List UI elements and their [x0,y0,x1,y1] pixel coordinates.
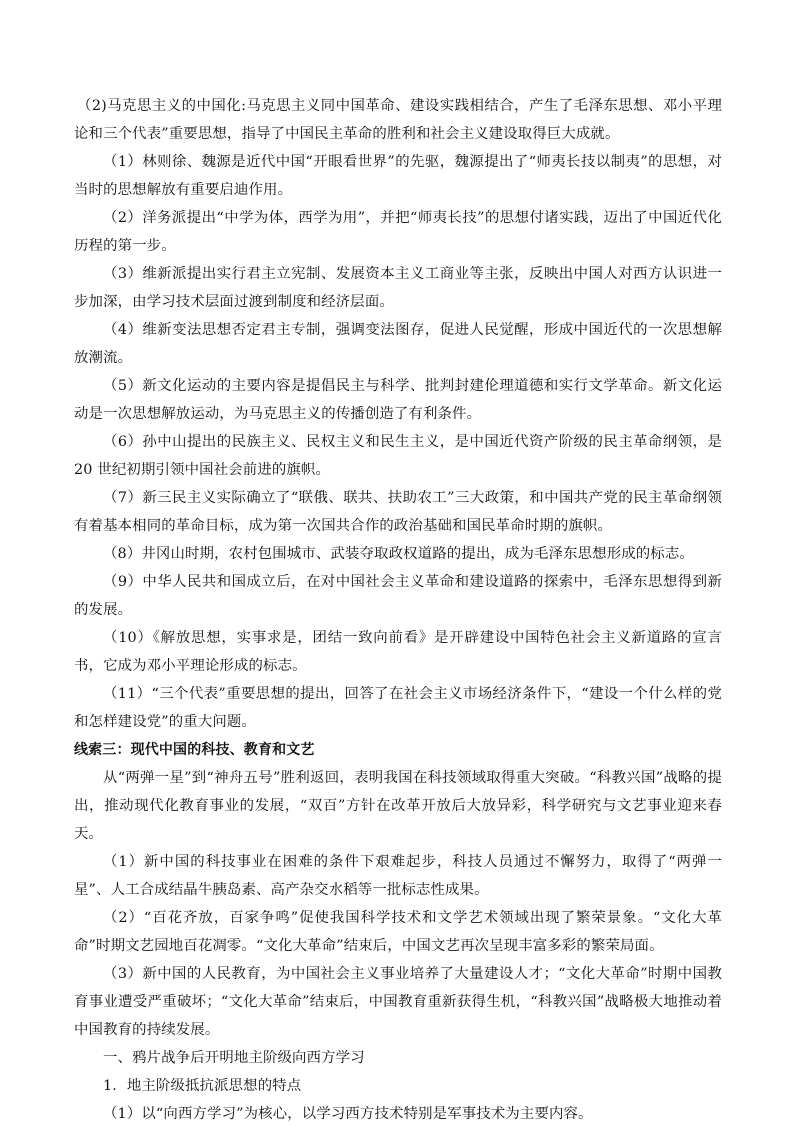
clue2-item-10: （10）《解放思想，实事求是，团结一致向前看》是开辟建设中国特色社会主义新道路的宣言书，它成为邓小平理论形成的标志。 [74,630,722,674]
clue3-heading: 线索三：现代中国的科技、教育和文艺 [74,742,315,758]
clue2-item-11: （11）“三个代表”重要思想的提出，回答了在社会主义市场经济条件下，“建设一个什么样的党和怎样建设党”的重大问题。 [74,686,722,730]
section1-subtitle: 1．地主阶级抵抗派思想的特点 [103,1078,302,1094]
section1-title: 一、鸦片战争后开明地主阶级向西方学习 [103,1050,365,1066]
clue3-item-2: （2）“百花齐放，百家争鸣”促使我国科学技术和文学艺术领域出现了繁荣景象。“文化大革命”时期文艺园地百花凋零。“文化大革命”结束后，中国文艺再次呈现丰富多彩的繁荣局面。 [74,910,722,954]
clue2-item-7: （7）新三民主义实际确立了“联俄、联共、扶助农工”三大政策，和中国共产党的民主革命纲领有着基本相同的革命目标，成为第一次国共合作的政治基础和国民革命时期的旗帜。 [74,490,722,534]
clue3-item-3: （3）新中国的人民教育，为中国社会主义事业培养了大量建设人才；“文化大革命”时期中国教育事业遭受严重破坏；“文化大革命”结束后，中国教育重新获得生机，“科教兴国”战略极大地推动着中国教育的持续发展。 [74,966,722,1038]
section1-item-1: （1）以“向西方学习”为核心，以学习西方技术特别是军事技术为主要内容。 [103,1106,593,1122]
document-body [74,92,722,1128]
clue2-item-9: （9）中华人民共和国成立后，在对中国社会主义革命和建设道路的探索中，毛泽东思想得到新的发展。 [74,574,722,618]
clue3-summary: 从“两弹一星”到“神舟五号”胜利返回，表明我国在科技领域取得重大突破。“科教兴国”战略的提出，推动现代化教育事业的发展，“双百”方针在改革开放后大放异彩，科学研究与文艺事业迎来春天。 [74,770,722,842]
clue2-item-5: （5）新文化运动的主要内容是提倡民主与科学、批判封建伦理道德和实行文学革命。新文化运动是一次思想解放运动，为马克思主义的传播创造了有利条件。 [74,378,722,422]
clue2-item-3: （3）维新派提出实行君主立宪制、发展资本主义工商业等主张，反映出中国人对西方认识进一步加深，由学习技术层面过渡到制度和经济层面。 [74,266,722,310]
clue2-item-2: （2）洋务派提出“中学为体，西学为用”，并把“师夷长技”的思想付诸实践，迈出了中国近代化历程的第一步。 [74,210,722,254]
clue2-item-1: （1）林则徐、魏源是近代中国“开眼看世界”的先驱，魏源提出了“师夷长技以制夷”的思想，对当时的思想解放有重要启迪作用。 [74,154,722,198]
clue2-item-4: （4）维新变法思想否定君主专制，强调变法图存，促进人民觉醒，形成中国近代的一次思想解放潮流。 [74,322,722,366]
clue2-item-6: （6）孙中山提出的民族主义、民权主义和民生主义，是中国近代资产阶级的民主革命纲领，是 20 世纪初期引领中国社会前进的旗帜。 [74,434,722,478]
intro-paragraph: （2)马克思主义的中国化:马克思主义同中国革命、建设实践相结合，产生了毛泽东思想、邓小平理论和三个代表”重要思想，指导了中国民主革命的胜利和社会主义建设取得巨大成就。 [74,98,722,142]
clue2-item-8: （8）井冈山时期，农村包围城市、武装夺取政权道路的提出，成为毛泽东思想形成的标志。 [103,546,694,562]
clue3-item-1: （1）新中国的科技事业在困难的条件下艰难起步，科技人员通过不懈努力，取得了“两弹一星”、人工合成结晶牛胰岛素、高产杂交水稻等一批标志性成果。 [74,854,722,898]
